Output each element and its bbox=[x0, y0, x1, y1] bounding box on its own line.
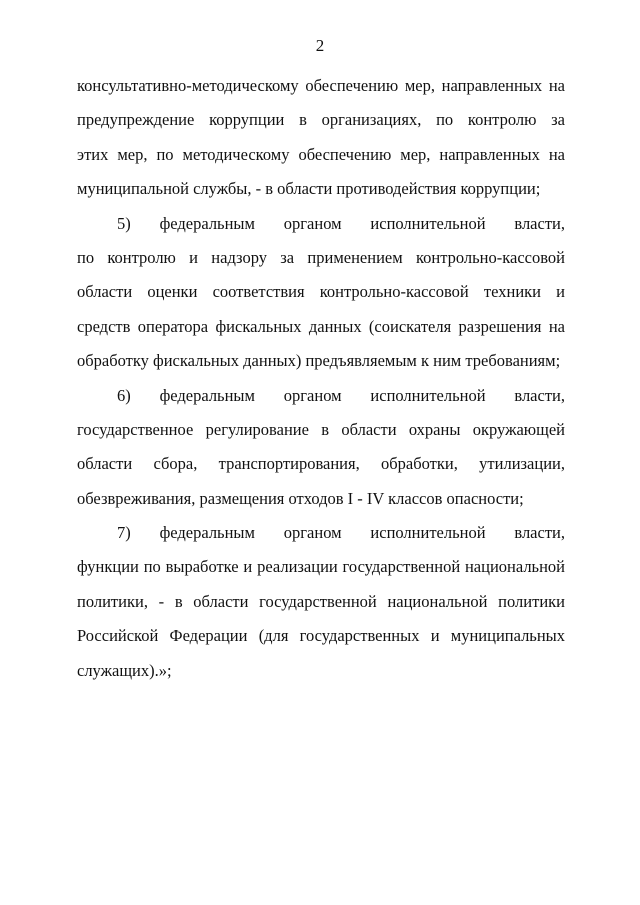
text-line: 7) федеральным органом исполнительной власти, bbox=[117, 523, 565, 543]
text-line: обезвреживания, размещения отходов I - IV классов опасности; bbox=[77, 488, 524, 508]
paragraph-item-6 bbox=[77, 379, 565, 517]
text-line: служащих).»; bbox=[77, 660, 172, 680]
text-line: функции по выработке и реализации государственной национальной bbox=[77, 557, 565, 577]
text-line: этих мер, по методическому обеспечению мер, направленных на bbox=[77, 144, 565, 164]
text-line: по контролю и надзору за применением контрольно-кассовой bbox=[77, 247, 565, 267]
paragraph-item-7 bbox=[77, 516, 565, 688]
text-line: 6) федеральным органом исполнительной власти, bbox=[117, 385, 565, 405]
text-line: политики, - в области государственной национальной политики bbox=[77, 591, 565, 611]
text-line: Российской Федерации (для государственных и муниципальных bbox=[77, 626, 565, 646]
paragraph-item-5 bbox=[77, 207, 565, 379]
page-number: 2 bbox=[315, 36, 325, 55]
document-body bbox=[77, 69, 565, 688]
text-line: государственное регулирование в области охраны окружающей bbox=[77, 419, 565, 439]
text-line: обработку фискальных данных) предъявляемым к ним требованиям; bbox=[77, 351, 561, 371]
text-line: области сбора, транспортирования, обработки, утилизации, bbox=[77, 454, 565, 474]
text-line: 5) федеральным органом исполнительной власти, bbox=[117, 213, 565, 233]
text-line: консультативно-методическому обеспечению мер, направленных на bbox=[77, 76, 565, 95]
text-line: предупреждение коррупции в организациях, по контролю за bbox=[77, 110, 565, 130]
text-line: средств оператора фискальных данных (соискателя разрешения на bbox=[77, 316, 565, 336]
paragraph-intro bbox=[77, 69, 565, 207]
text-line: муниципальной службы, - в области противодействия коррупции; bbox=[77, 179, 541, 199]
text-line: области оценки соответствия контрольно-кассовой техники и bbox=[77, 282, 565, 302]
